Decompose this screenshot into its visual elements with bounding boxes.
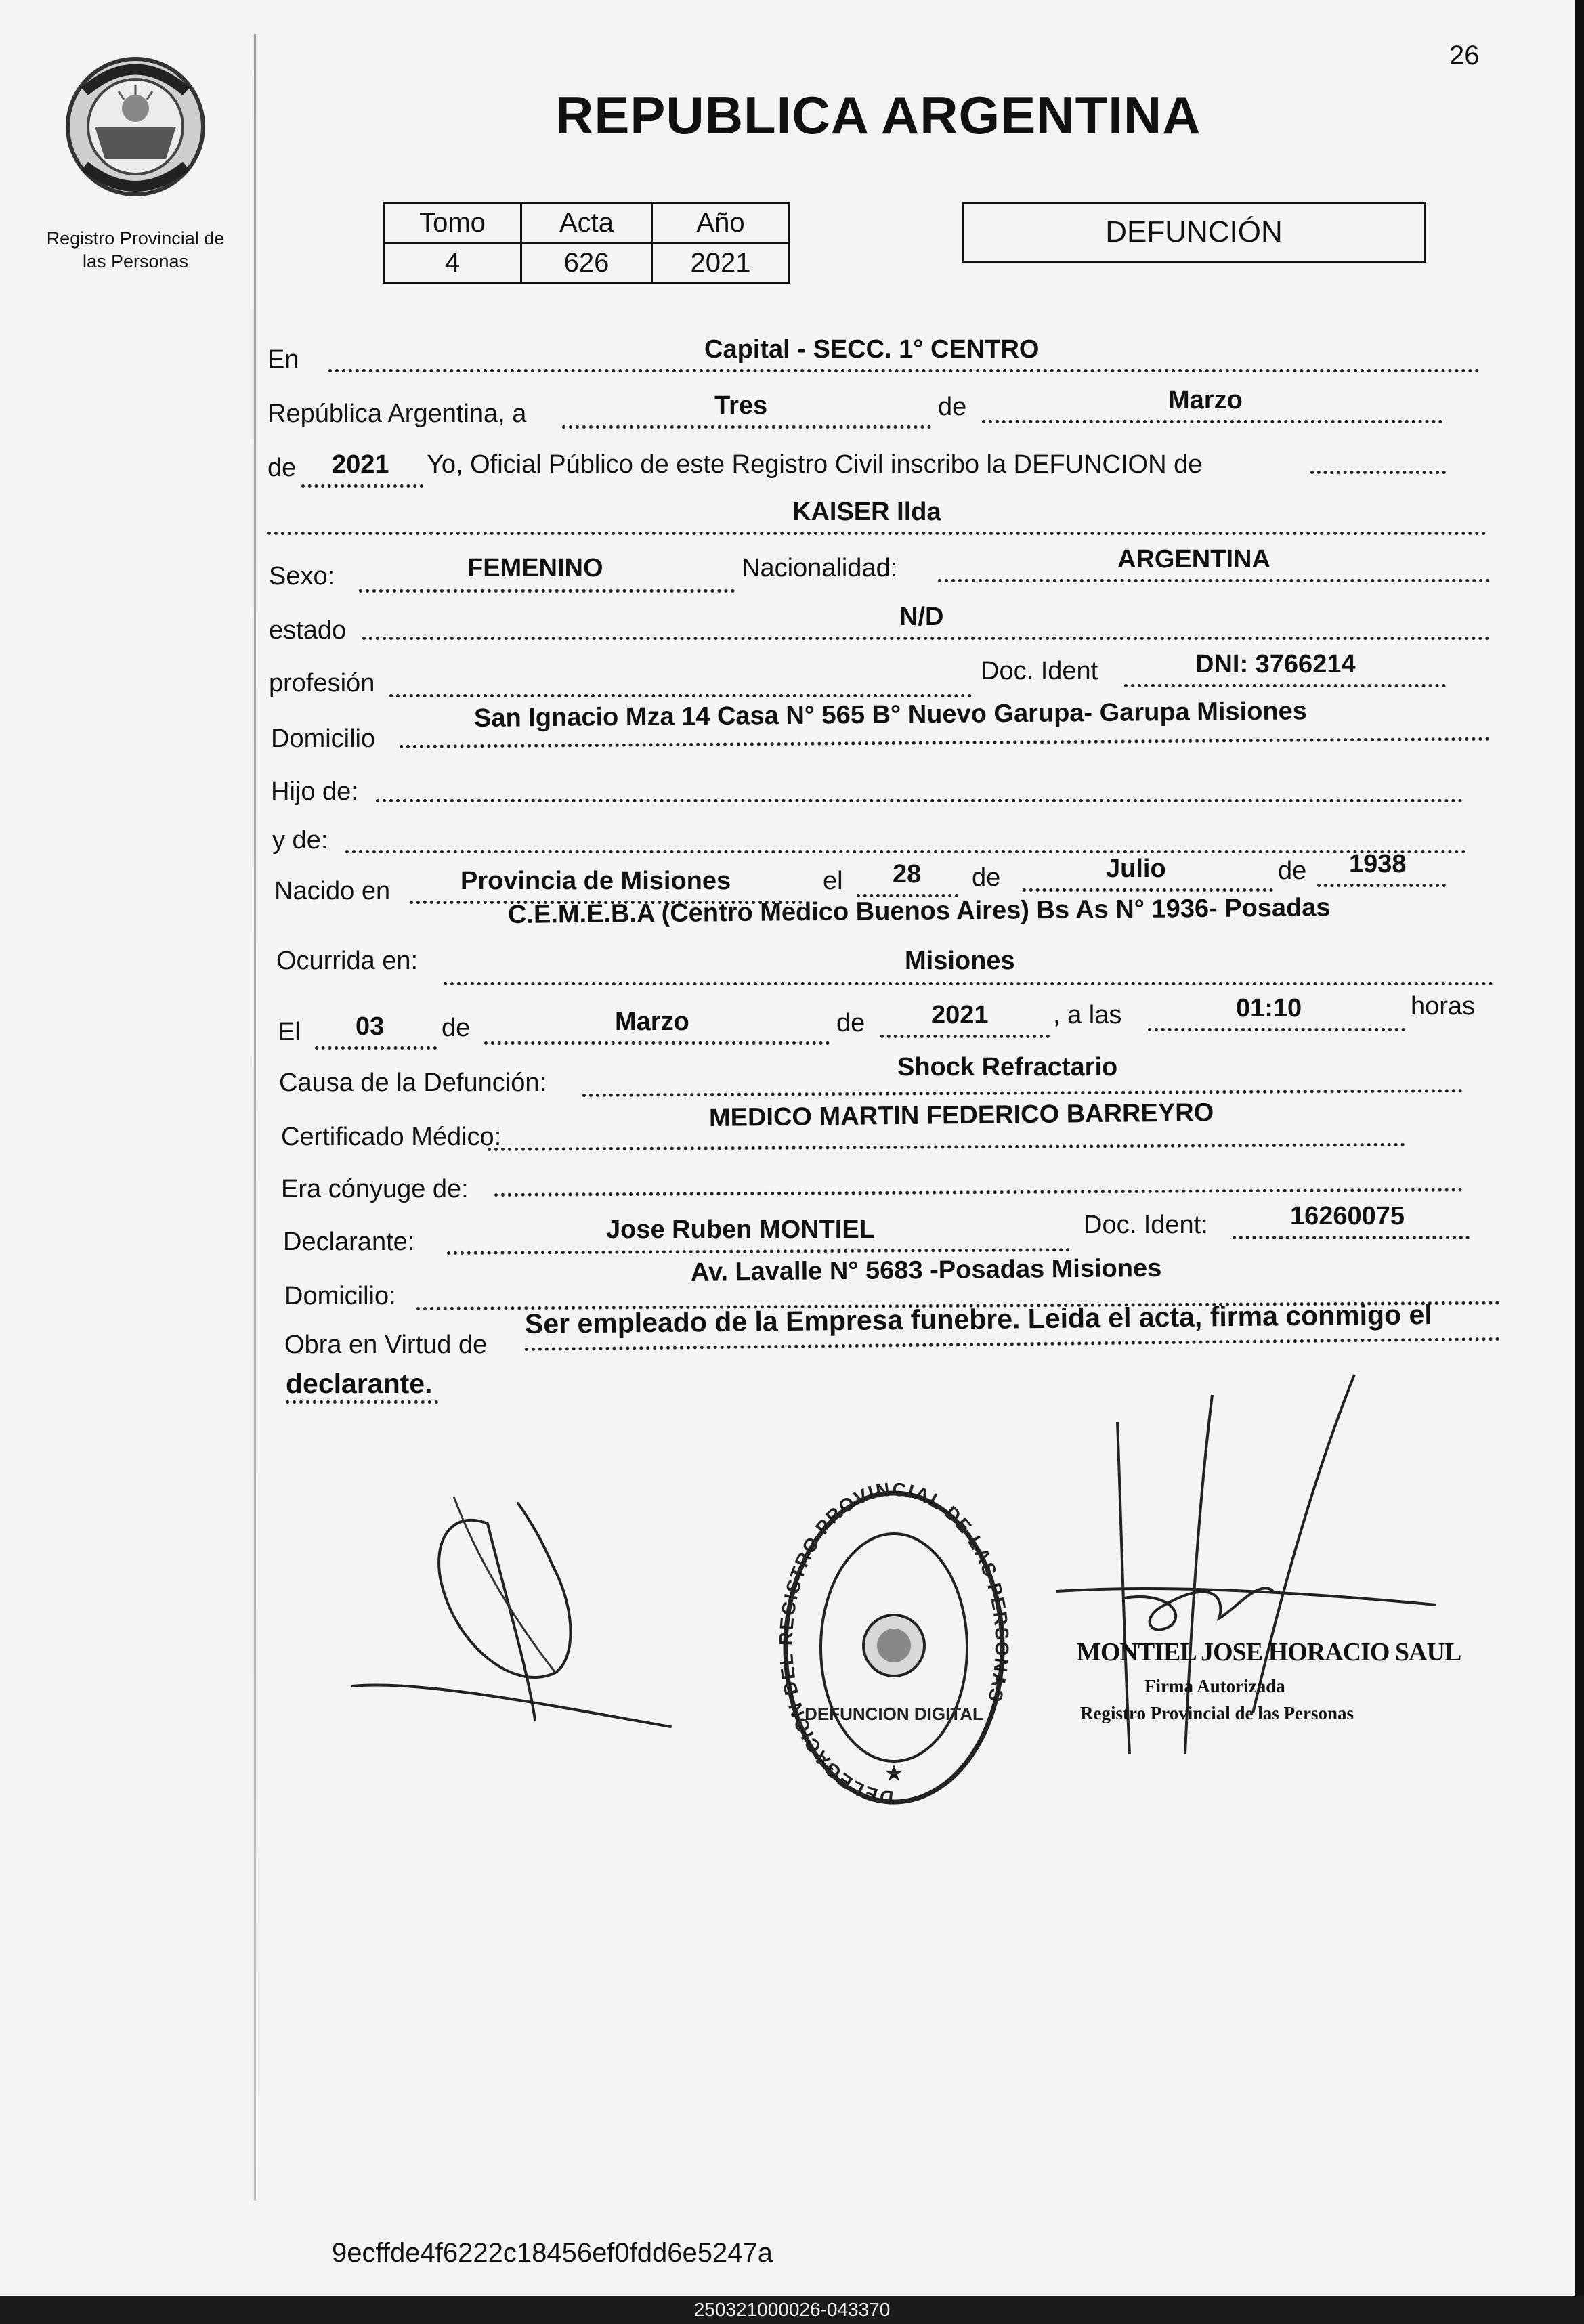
- anio-header: Año: [652, 203, 790, 243]
- official-role: Firma Autorizada: [1144, 1676, 1285, 1696]
- dotted-line: [880, 1035, 1050, 1038]
- dotted-line: [938, 579, 1490, 582]
- dotted-line: [328, 369, 1480, 372]
- dotted-line: [345, 850, 1466, 853]
- dotted-line: [1124, 684, 1446, 687]
- acta-header: Acta: [521, 203, 652, 243]
- en-value: Capital - SECC. 1° CENTRO: [704, 335, 1040, 364]
- de-label: de: [938, 393, 967, 421]
- obra-label: Obra en Virtud de: [284, 1331, 488, 1359]
- stamp-ring-text: DELEGACION DEL REGISTRO PROVINCIAL DE LAS PERSONAS: [775, 1478, 1013, 1809]
- dotted-line: [982, 420, 1442, 423]
- doc-ident-label-2: Doc. Ident:: [1084, 1211, 1208, 1239]
- org-name-line1: Registro Provincial de: [46, 228, 225, 249]
- de-label-5: de: [442, 1014, 471, 1042]
- obra-value-2: declarante.: [286, 1368, 433, 1399]
- anio-value: 2021: [652, 243, 790, 283]
- ocurrida-line2: Misiones: [905, 947, 1015, 975]
- declarante-label: Declarante:: [283, 1228, 415, 1256]
- dotted-line: [562, 425, 931, 429]
- dotted-line: [286, 1400, 438, 1404]
- en-label: En: [267, 345, 299, 374]
- fallec-anio: 2021: [931, 1001, 989, 1029]
- ocurrida-label: Ocurrida en:: [276, 947, 419, 975]
- certificado-label: Certificado Médico:: [281, 1123, 502, 1151]
- nacido-lugar: Provincia de Misiones: [461, 867, 731, 895]
- tomo-header: Tomo: [384, 203, 521, 243]
- el-label-2: El: [278, 1018, 301, 1046]
- domicilio-value: San Ignacio Mza 14 Casa N° 565 B° Nuevo Garupa- Garupa Misiones: [473, 697, 1308, 733]
- a-las-label: , a las: [1053, 1001, 1122, 1029]
- de-label-2: de: [267, 454, 297, 482]
- dia-value: Tres: [714, 391, 768, 420]
- domicilio2-label: Domicilio:: [284, 1282, 396, 1310]
- doc-ident-label: Doc. Ident: [981, 657, 1098, 685]
- mes-value: Marzo: [1168, 386, 1243, 414]
- dotted-line: [1023, 888, 1273, 892]
- dotted-line: [447, 1248, 1070, 1255]
- fallec-dia: 03: [356, 1012, 385, 1041]
- certificado-value: MEDICO MARTIN FEDERICO BARREYRO: [708, 1098, 1214, 1132]
- fallec-mes: Marzo: [615, 1008, 689, 1036]
- official-signature: [1056, 1375, 1436, 1794]
- org-name: [27, 227, 244, 273]
- el-label: el: [823, 867, 843, 895]
- domicilio-label: Domicilio: [271, 725, 376, 753]
- dotted-line: [315, 1046, 437, 1050]
- sexo-label: Sexo:: [269, 562, 335, 590]
- document-hash: 9ecffde4f6222c18456ef0fdd6e5247a: [332, 2238, 773, 2268]
- dotted-line: [1317, 884, 1446, 887]
- causa-label: Causa de la Defunción:: [279, 1069, 547, 1097]
- hijo-de-label: Hijo de:: [271, 777, 358, 806]
- anio-inscripcion: 2021: [332, 450, 389, 479]
- de-label-4: de: [1278, 857, 1307, 885]
- org-name-line2: las Personas: [82, 251, 189, 272]
- dotted-line: [389, 694, 972, 697]
- dotted-line: [484, 1041, 830, 1045]
- province-emblem-icon: [58, 51, 213, 207]
- nacido-anio: 1938: [1349, 850, 1407, 878]
- dotted-line: [301, 484, 423, 488]
- domicilio2-value: Av. Lavalle N° 5683 -Posadas Misiones: [690, 1253, 1162, 1287]
- sexo-value: FEMENINO: [467, 554, 603, 582]
- de-label-3: de: [972, 863, 1001, 892]
- official-org: Registro Provincial de las Personas: [1080, 1703, 1354, 1723]
- nombre-value: KAISER Ilda: [792, 498, 941, 526]
- doc-ident-value-2: 16260075: [1290, 1202, 1405, 1230]
- ocurrida-line1: C.E.M.E.B.A (Centro Medico Buenos Aires) Bs As N° 1936- Posadas: [507, 893, 1331, 929]
- profesion-label: profesión: [269, 669, 375, 697]
- nacido-label: Nacido en: [274, 877, 391, 905]
- dotted-line: [1148, 1028, 1405, 1031]
- declarant-signature: [352, 1497, 691, 1740]
- doc-ident-value: DNI: 3766214: [1195, 650, 1356, 679]
- reference-table: [383, 202, 790, 284]
- republica-label: República Argentina, a: [267, 400, 527, 428]
- dotted-line: [494, 1188, 1463, 1197]
- scan-edge: [1575, 0, 1584, 2324]
- hora-value: 01:10: [1236, 994, 1302, 1023]
- tomo-value: 4: [384, 243, 521, 283]
- nacionalidad-label: Nacionalidad:: [742, 554, 898, 582]
- conyuge-label: Era cónyuge de:: [281, 1175, 469, 1203]
- dotted-line: [444, 982, 1493, 985]
- dotted-line: [359, 589, 735, 593]
- y-de-label: y de:: [272, 826, 328, 855]
- dotted-line: [582, 1089, 1463, 1097]
- estado-value: N/D: [899, 603, 944, 631]
- page-title: REPUBLICA ARGENTINA: [555, 85, 1201, 145]
- dotted-line: [400, 737, 1490, 748]
- dotted-line: [376, 799, 1463, 802]
- nacido-mes: Julio: [1106, 855, 1166, 883]
- obra-value-1: Ser empleado de la Empresa funebre. Leida el acta, firma conmigo el: [524, 1298, 1432, 1339]
- scan-footer-id: 250321000026-043370: [0, 2296, 1584, 2324]
- acta-value: 626: [521, 243, 652, 283]
- dotted-line: [362, 637, 1490, 640]
- dotted-line: [267, 532, 1486, 535]
- page-number: 26: [1449, 41, 1480, 70]
- dotted-line: [1310, 471, 1446, 474]
- causa-value: Shock Refractario: [897, 1053, 1118, 1081]
- star-icon: ★: [883, 1761, 905, 1786]
- declarante-value: Jose Ruben MONTIEL: [606, 1215, 875, 1244]
- margin-line: [254, 34, 256, 2201]
- registry-stamp: [775, 1478, 1013, 1809]
- document-type-box: DEFUNCIÓN: [962, 202, 1426, 263]
- de-label-6: de: [836, 1009, 865, 1037]
- nacido-dia: 28: [893, 860, 922, 888]
- dotted-line: [488, 1143, 1405, 1151]
- horas-label: horas: [1411, 992, 1476, 1020]
- stamp-inner-text: DEFUNCION DIGITAL: [805, 1704, 983, 1724]
- official-name: MONTIEL JOSE HORACIO SAUL: [1077, 1638, 1461, 1666]
- dotted-line: [1233, 1236, 1470, 1239]
- nacionalidad-value: ARGENTINA: [1117, 545, 1270, 574]
- estado-label: estado: [269, 616, 347, 645]
- dotted-line: [525, 1337, 1500, 1351]
- inscribo-text: Yo, Oficial Público de este Registro Civil inscribo la DEFUNCION de: [427, 450, 1203, 479]
